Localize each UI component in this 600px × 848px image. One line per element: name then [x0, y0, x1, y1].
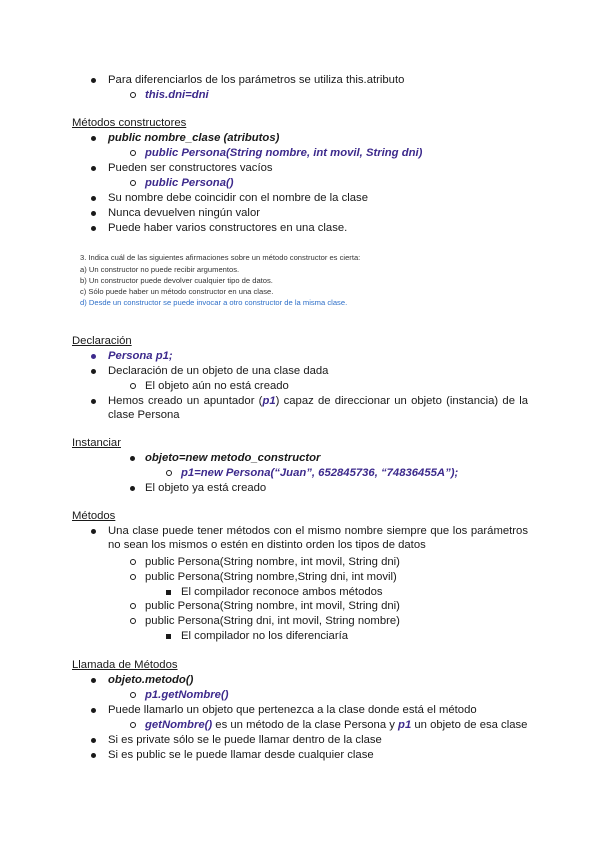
bullet-icon: [91, 678, 96, 683]
llamada-sub: getNombre() es un método de la clase Persona y p1 un objeto de esa clase: [145, 719, 528, 731]
heading-declaracion: Declaración: [72, 335, 132, 347]
llamada-example: p1.getNombre(): [145, 689, 229, 701]
bullet-icon: [130, 486, 135, 491]
instanciar-syntax: objeto=new metodo_constructor: [145, 452, 321, 464]
circle-bullet-icon: [130, 92, 136, 98]
metodos-overload-text: Una clase puede tener métodos con el mismo nombre siempre que los parámetros no sean los mismos o estén en distinto orden los tipos de datos: [108, 525, 528, 551]
declaracion-pointer-text: Hemos creado un apuntador (p1) capaz de direccionar un objeto (instancia) de la clase Persona: [108, 395, 528, 421]
metodos-sig-2: public Persona(String nombre,String dni, int movil): [145, 571, 397, 583]
bullet-icon: [91, 354, 96, 359]
bullet-icon: [91, 211, 96, 216]
declaracion-code: Persona p1;: [108, 350, 173, 362]
bullet-icon: [91, 708, 96, 713]
intro-text: Para diferenciarlos de los parámetros se utiliza this.atributo: [108, 74, 405, 86]
circle-bullet-icon: [130, 722, 136, 728]
square-bullet-icon: [166, 634, 171, 639]
heading-instanciar: Instanciar: [72, 437, 121, 449]
bullet-icon: [130, 456, 135, 461]
circle-bullet-icon: [130, 559, 136, 565]
bullet-icon: [91, 399, 96, 404]
circle-bullet-icon: [130, 180, 136, 186]
constructor-empty-text: Pueden ser constructores vacíos: [108, 162, 273, 174]
bullet-icon: [91, 369, 96, 374]
circle-bullet-icon: [130, 574, 136, 580]
bullet-icon: [91, 136, 96, 141]
constructor-empty-code: public Persona(): [145, 177, 234, 189]
metodos-sig-1: public Persona(String nombre, int movil, String dni): [145, 556, 400, 568]
circle-bullet-icon: [130, 692, 136, 698]
metodos-sig-3: public Persona(String nombre, int movil, String dni): [145, 600, 400, 612]
metodos-sig-4: public Persona(String dni, int movil, String nombre): [145, 615, 400, 627]
exam-option-a: a) Un constructor no puede recibir argumentos.: [80, 265, 240, 274]
circle-bullet-icon: [130, 603, 136, 609]
square-bullet-icon: [166, 590, 171, 595]
instanciar-example: p1=new Persona(“Juan”, 652845736, “74836455A”);: [181, 467, 459, 479]
bullet-icon: [91, 166, 96, 171]
llamada-public: Si es public se le puede llamar desde cualquier clase: [108, 749, 374, 761]
circle-bullet-icon: [130, 150, 136, 156]
exam-question: 3. Indica cuál de las siguientes afirmaciones sobre un método constructor es cierta:: [80, 253, 361, 262]
constructor-return-rule: Nunca devuelven ningún valor: [108, 207, 260, 219]
bullet-icon: [91, 196, 96, 201]
llamada-text: Puede llamarlo un objeto que pertenezca a la clase donde está el método: [108, 704, 477, 716]
heading-metodos: Métodos: [72, 510, 116, 522]
heading-llamada: Llamada de Métodos: [72, 659, 178, 671]
constructor-multiple-rule: Puede haber varios constructores en una clase.: [108, 222, 348, 234]
metodos-note-1: El compilador reconoce ambos métodos: [181, 586, 383, 598]
exam-option-b: b) Un constructor puede devolver cualquier tipo de datos.: [80, 276, 273, 285]
heading-constructores: Métodos constructores: [72, 117, 187, 129]
exam-option-d: d) Desde un constructor se puede invocar a otro constructor de la misma clase.: [80, 298, 348, 307]
llamada-private: Si es private sólo se le puede llamar dentro de la clase: [108, 734, 382, 746]
constructor-name-rule: Su nombre debe coincidir con el nombre de la clase: [108, 192, 368, 204]
bullet-icon: [91, 529, 96, 534]
constructor-example: public Persona(String nombre, int movil, String dni): [145, 147, 423, 159]
metodos-note-2: El compilador no los diferenciaría: [181, 630, 349, 642]
bullet-icon: [91, 226, 96, 231]
exam-option-c: c) Sólo puede haber un método constructor en una clase.: [80, 287, 274, 296]
declaracion-text: Declaración de un objeto de una clase dada: [108, 365, 329, 377]
circle-bullet-icon: [130, 383, 136, 389]
instanciar-text: El objeto ya está creado: [145, 482, 267, 494]
circle-bullet-icon: [130, 618, 136, 624]
bullet-icon: [91, 738, 96, 743]
circle-bullet-icon: [166, 470, 172, 476]
bullet-icon: [91, 753, 96, 758]
intro-code: this.dni=dni: [145, 89, 209, 101]
declaracion-sub: El objeto aún no está creado: [145, 380, 289, 392]
constructor-signature: public nombre_clase (atributos): [108, 132, 280, 144]
bullet-icon: [91, 78, 96, 83]
llamada-syntax: objeto.metodo(): [108, 674, 194, 686]
